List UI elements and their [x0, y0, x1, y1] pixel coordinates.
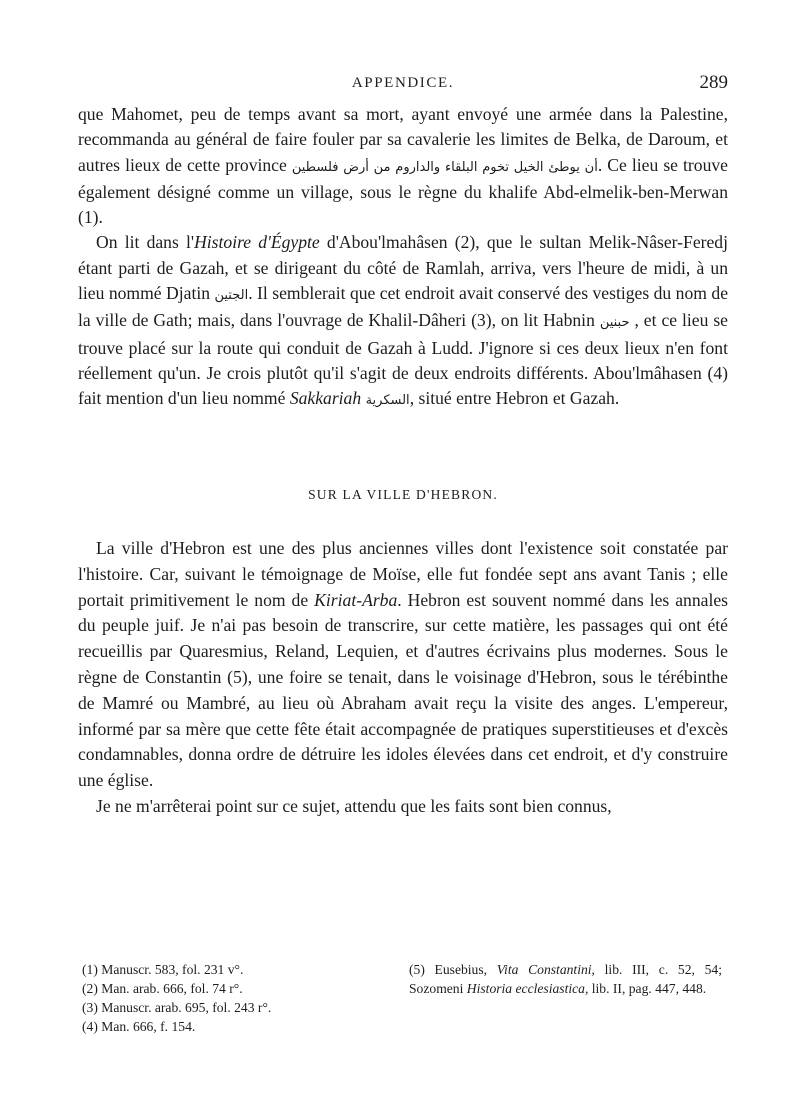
main-paragraph-2: Je ne m'arrêterai point sur ce sujet, attendu que les faits sont bien connus, [96, 795, 612, 816]
arabic-word: الجتين [214, 288, 249, 304]
arabic-quote: أن يوطئ الخيل تخوم البلقاء والداروم من أرض فلسطين [291, 159, 598, 175]
text-run: (5) Eusebius, [409, 962, 497, 977]
text-run: . Ce lieu se trouve également désigné comme un village, sous le règne du khalife Abd-elmelik-ben-Merwan (1). [78, 154, 728, 228]
place-name: Sakkariah [289, 388, 362, 409]
arabic-word: السكرية [365, 393, 410, 409]
footnotes [82, 960, 722, 1070]
text-run: , lib. II, pag. 447, 448. [584, 981, 707, 996]
work-title: Vita Constantini [496, 962, 592, 977]
text-run: On lit dans l' [96, 232, 195, 253]
footnote-4: (4) Man. 666, f. 154. [82, 1019, 196, 1034]
main-text [78, 536, 728, 820]
main-paragraph-1 [78, 536, 728, 794]
footnote-2: (2) Man. arab. 666, fol. 74 r°. [82, 981, 243, 996]
footnotes-right-column [409, 960, 722, 998]
footnote-3: (3) Manuscr. arab. 695, fol. 243 r°. [82, 1000, 272, 1015]
text-run: . Il semblerait que cet endroit avait conservé des vestiges du nom de la ville de Gath; mais, dans l'ouvrage de Khalil-Dâheri (3), on lit Habnin [78, 283, 729, 331]
text-run: que Mahomet, peu de temps avant sa mort, ayant envoyé une armée dans la Palestine, recommanda au général de faire fouler par sa cavalerie les limites de Belka, de Daroum, et autres lieux de cette province [78, 104, 728, 175]
place-name: Kiriat-Arba [314, 589, 398, 610]
intro-paragraph-2 [78, 230, 728, 413]
running-header [78, 72, 728, 96]
intro-text [78, 102, 728, 414]
arabic-word: حبنين [599, 315, 630, 331]
section-heading: SUR LA VILLE D'HEBRON. [308, 487, 498, 502]
text-run: , et ce lieu se trouve placé sur la route qui conduit de Gazah à Ludd. J'ignore si ces deux lieux n'en font réellement qu'un. Je crois plutôt qu'il s'agit de deux endroits différents. Abou'lmâhasen (4) fait mention d'un lieu nommé [78, 310, 728, 409]
page-number: 289 [699, 72, 728, 93]
text-run: , situé entre Hebron et Gazah. [409, 388, 620, 409]
work-title: Historia ecclesiastica [466, 981, 585, 996]
text-run: d'Abou'lmahâsen (2), que le sultan Melik-Nâser-Feredj étant parti de Gazah, et se dirigeant du côté de Ramlah, arriva, vers l'heure de midi, à un lieu nommé Djatin [78, 232, 728, 304]
intro-paragraph-1 [78, 102, 728, 230]
footnote-5 [409, 960, 722, 998]
text-run: , lib. III, c. 52, 54; Sozomeni [409, 962, 722, 996]
footnotes-left-column [82, 960, 382, 1036]
book-title: Histoire d'Égypte [194, 232, 320, 253]
text-run: La ville d'Hebron est une des plus anciennes villes dont l'existence soit constatée par l'histoire. Car, suivant le témoignage de Moïse, elle fut fondée sept ans avant Tanis ; elle portait primitivement le nom de [78, 538, 728, 610]
footnote-1: (1) Manuscr. 583, fol. 231 v°. [82, 962, 244, 977]
running-title: APPENDICE. [351, 75, 455, 91]
text-run: . Hebron est souvent nommé dans les annales du peuple juif. Je n'ai pas besoin de transcrire, sur cette matière, les passages qui ont été recueillis par Quaresmius, Reland, Lequien, et d'autres écrivains plus modernes. Sous le règne de Constantin (5), une foire se tenait, dans le voisinage d'Hebron, sous le térébinthe de Mamré ou Mambré, au lieu où Abraham avait reçu la visite des anges. L'empereur, informé par sa mère que cette fête était accompagnée de pratiques superstitieuses et d'excès condamnables, donna ordre de détruire les idoles élevées dans cet endroit, et d'y construire une église. [78, 589, 728, 791]
